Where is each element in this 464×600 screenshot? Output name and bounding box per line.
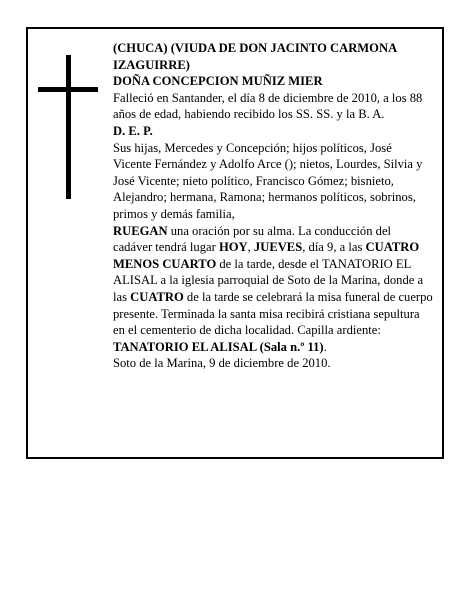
funeral-details	[113, 223, 433, 356]
dep-line: D. E. P.	[113, 123, 153, 138]
death-announcement: Falleció en Santander, el día 8 de diciembre de 2010, a los 88 años de edad, habiendo recibido los SS. SS. y la B. A.	[113, 90, 423, 122]
day-today: HOY	[218, 240, 248, 255]
funeral-text-2: ,	[247, 240, 254, 255]
deceased-name: DOÑA CONCEPCION MUÑIZ MIER	[113, 74, 323, 89]
chapel-location: TANATORIO EL ALISAL (Sala n.º 11)	[113, 339, 324, 354]
funeral-text-4: de la tarde, desde el TANATORIO EL ALISAL a la iglesia parroquial de Soto de la Marina, donde a las	[113, 256, 424, 304]
notice-text	[113, 40, 433, 372]
weekday: JUEVES	[253, 240, 303, 255]
ruegan-label: RUEGAN	[113, 223, 168, 238]
latin-cross-icon	[38, 55, 98, 199]
funeral-text-5: de la tarde se celebrará la misa funeral de cuerpo presente. Terminada la santa misa recibirá cristiana sepultura en el cementerio de dicha localidad. Capilla ardiente:	[113, 289, 433, 338]
funeral-text-1: una oración por su alma. La conducción del cadáver tendrá lugar	[113, 223, 392, 255]
funeral-text-6: .	[323, 339, 327, 354]
obituary-notice	[26, 27, 444, 459]
deceased-aliases: (CHUCA) (VIUDA DE DON JACINTO CARMONA IZAGUIRRE)	[113, 41, 397, 72]
place-date: Soto de la Marina, 9 de diciembre de 2010.	[113, 356, 331, 371]
departure-time: CUATRO MENOS CUARTO	[113, 240, 420, 271]
family-list: Sus hijas, Mercedes y Concepción; hijos políticos, José Vicente Fernández y Adolfo Arce (); nietos, Lourdes, Silvia y José Vicente; nieto político, Francisco Gómez; bisnieto, Alejandro; hermana, Ramona; hermanos políticos, sobrinos, primos y demás familia,	[113, 140, 423, 221]
funeral-text-3: , día 9, a las	[302, 240, 366, 255]
mass-time: CUATRO	[130, 289, 184, 304]
